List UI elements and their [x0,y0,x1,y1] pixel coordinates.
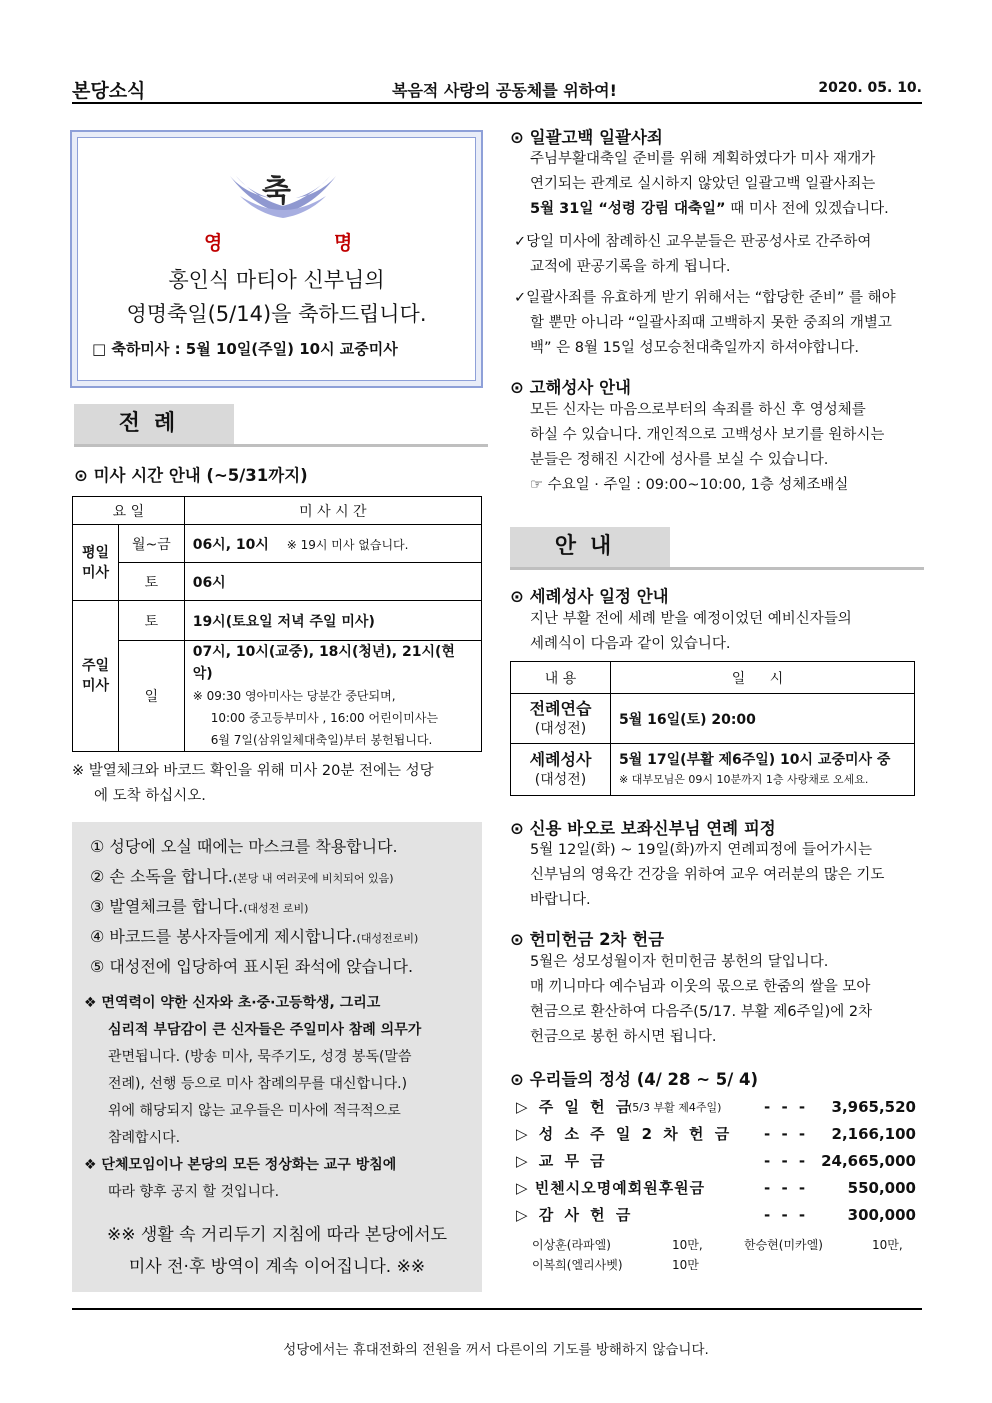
col-day: 요 일 [73,497,185,525]
congrats-sub-1: 영 [204,232,223,254]
sunday-group: 주일 미사 [73,601,119,752]
mass-time-title: ⊙ 미사 시간 안내 (~5/31까지) [74,466,308,485]
confession-check-1: ✓당일 미사에 참례하신 교우분들은 판공성사로 간주하여 교적에 판공기록을 하게 됩니다. [514,234,872,275]
bap-col-2: 일 시 [611,662,915,694]
sunday-sat: 토 [119,601,185,641]
confession-title: ⊙ 일괄고백 일괄사죄 [510,128,663,147]
page-header [72,74,922,104]
donor-1-amount: 10만, [672,1238,703,1252]
notice-item-3: ③ 발열체크를 합니다.(대성전 로비) [90,897,309,916]
notice-item-4: ④ 바코드를 봉사자들에게 제시합니다.(대성전로비) [90,927,419,946]
confession-body: 주님부활대축일 준비를 위해 계획하였다가 미사 재개가 연기되는 관계로 실시하지 않았던 일괄고백 일괄사죄는 5월 31일 “성령 강림 대축일” 때 미사 전에 있겠습니다. [530,151,889,217]
congrats-line-1: 홍인식 마티아 신부님의 [168,268,385,292]
retreat-body: 5월 12일(화) ~ 19일(화)까지 연례피정에 들어가시는 신부님의 영육간 건강을 위하여 교우 여러분의 많은 기도 바랍니다. [530,842,885,908]
mass-note-2: 에 도착 하십시오. [94,788,206,804]
sunday-sat-time: 19시(토요일 저녁 주일 미사) [184,601,481,641]
footer-divider [72,1308,922,1310]
mass-note-1: ※ 발열체크와 바코드 확인을 위해 미사 20분 전에는 성당 [72,763,434,779]
notice-item-1: ① 성당에 오실 때에는 마스크를 착용합니다. [90,837,398,856]
liturgy-divider [74,444,488,447]
header-date: 2020. 05. 10. [818,80,922,96]
mon-fri: 월~금 [119,525,185,563]
mass-schedule-table [72,496,482,752]
notice-final-1: ※※ 생활 속 거리두기 지침에 따라 본당에서도 [106,1225,448,1245]
donor-2-amount: 10만, [872,1238,903,1252]
notice-item-2: ② 손 소독을 합니다.(본당 내 여러곳에 비치되어 있음) [90,867,394,886]
sunday: 일 [119,641,185,752]
congrats-line-2: 영명축일(5/14)을 축하드립니다. [126,302,427,326]
donation-row: ▷ 성 소 주 일 2 차 헌 금 - - - 2,166,100 [516,1125,916,1143]
congratulation-inner [77,137,476,381]
weekday-group: 평일 미사 [73,525,119,601]
notice-box [72,822,482,1292]
offering-title: ⊙ 헌미헌금 2차 헌금 [510,930,665,949]
donor-3-amount: 10만 [672,1258,699,1272]
bap-row-2-time: 5월 17일(부활 제6주일) 10시 교중미사 중 ※ 대부모님은 09시 10분까지 1층 사랑채로 오세요. [611,744,915,796]
donor-1: 이상훈(라파엘) [532,1238,611,1252]
col-time: 미 사 시 간 [184,497,481,525]
bap-row-2-name: 세례성사 (대성전) [511,744,611,796]
penance-body: 모든 신자는 마음으로부터의 속죄를 하신 후 영성체를 하실 수 있습니다. 개인적으로 고백성사 보기를 원하시는 분들은 정해진 시간에 성사를 보실 수 있습니다. ☞ 수요일 · 주일 : 09:00~10:00, 1층 성체조배실 [530,402,885,493]
congrats-mass: □ 축하미사 : 5월 10일(주일) 10시 교중미사 [92,340,398,358]
baptism-table [510,661,915,796]
weekday-sat-time: 06시 [184,563,481,601]
donor-3: 이복희(엘리사벳) [532,1258,623,1272]
notice-para-2: ❖ 단체모임이나 본당의 모든 정상화는 교구 방침에 따라 향후 공지 할 것입니다. [84,1157,397,1200]
donor-2: 한승현(미카엘) [744,1238,823,1252]
congrats-sub-2: 명 [334,232,353,254]
liturgy-tab: 전례 [74,404,234,444]
penance-title: ⊙ 고해성사 안내 [510,378,631,397]
donations-title: ⊙ 우리들의 정성 (4/ 28 ~ 5/ 4) [510,1070,759,1089]
congratulation-box [70,130,483,388]
header-center: 복음적 사랑의 공동체를 위하여! [392,81,617,100]
retreat-title: ⊙ 신용 바오로 보좌신부님 연례 피정 [510,819,776,838]
bap-row-1-time: 5월 16일(토) 20:00 [611,694,915,744]
mon-fri-time: 06시, 10시 ※ 19시 미사 없습니다. [184,525,481,563]
donation-row: ▷ 교 무 금 - - - 24,665,000 [516,1152,916,1170]
donation-row: ▷ 주 일 헌 금 (5/3 부활 제4주일) - - - 3,965,520 [516,1098,916,1116]
congrats-title: 축 [262,174,291,209]
bap-row-1-name: 전례연습 (대성전) [511,694,611,744]
notice-item-5: ⑤ 대성전에 입당하여 표시된 좌석에 앉습니다. [90,957,414,976]
guide-divider [510,567,924,570]
header-left: 본당소식 [72,80,146,102]
sunday-time: 07시, 10시(교중), 18시(청년), 21시(현악) ※ 09:30 영아미사는 당분간 중단되며, 10:00 중고등부미사 , 16:00 어린이미사는 6월 7일(삼위일체대축일)부터 봉헌됩니다. [184,641,481,752]
baptism-body: 지난 부활 전에 세례 받을 예정이었던 예비신자들의 세례식이 다음과 같이 있습니다. [530,611,852,652]
notice-para-1: ❖ 면역력이 약한 신자와 초·중·고등학생, 그리고 심리적 부담감이 큰 신자들은 주일미사 참례 의무가 관면됩니다. (방송 미사, 묵주기도, 성경 봉독(말씀 전례), 선행 등으로 미사 참례의무를 대신합니다.) 위에 해당되지 않는 교우들은 미사에 적극적으로 참례합시다. [84,995,422,1146]
footer-text: 성당에서는 휴대전화의 전원을 꺼서 다른이의 기도를 방해하지 않습니다. [283,1342,709,1358]
bap-col-1: 내 용 [511,662,611,694]
confession-check-2: ✓일괄사죄를 유효하게 받기 위해서는 “합당한 준비” 를 해야 할 뿐만 아니라 “일괄사죄때 고백하지 못한 중죄의 개별고 백” 은 8월 15일 성모승천대축일까지 하셔야합니다. [514,290,896,356]
guide-tab: 안내 [510,527,670,567]
offering-body: 5월은 성모성월이자 헌미헌금 봉헌의 달입니다. 매 끼니마다 예수님과 이웃의 몫으로 한줌의 쌀을 모아 현금으로 환산하여 다음주(5/17. 부활 제6주일)에 2차 헌금으로 봉헌 하시면 됩니다. [530,954,873,1045]
donation-row: ▷ 빈첸시오명예회원후원금 - - - 550,000 [516,1179,916,1197]
notice-final-2: 미사 전·후 방역이 계속 이어집니다. ※※ [128,1257,426,1277]
weekday-sat: 토 [119,563,185,601]
baptism-title: ⊙ 세례성사 일정 안내 [510,587,669,606]
donation-row: ▷ 감 사 헌 금 - - - 300,000 [516,1206,916,1224]
